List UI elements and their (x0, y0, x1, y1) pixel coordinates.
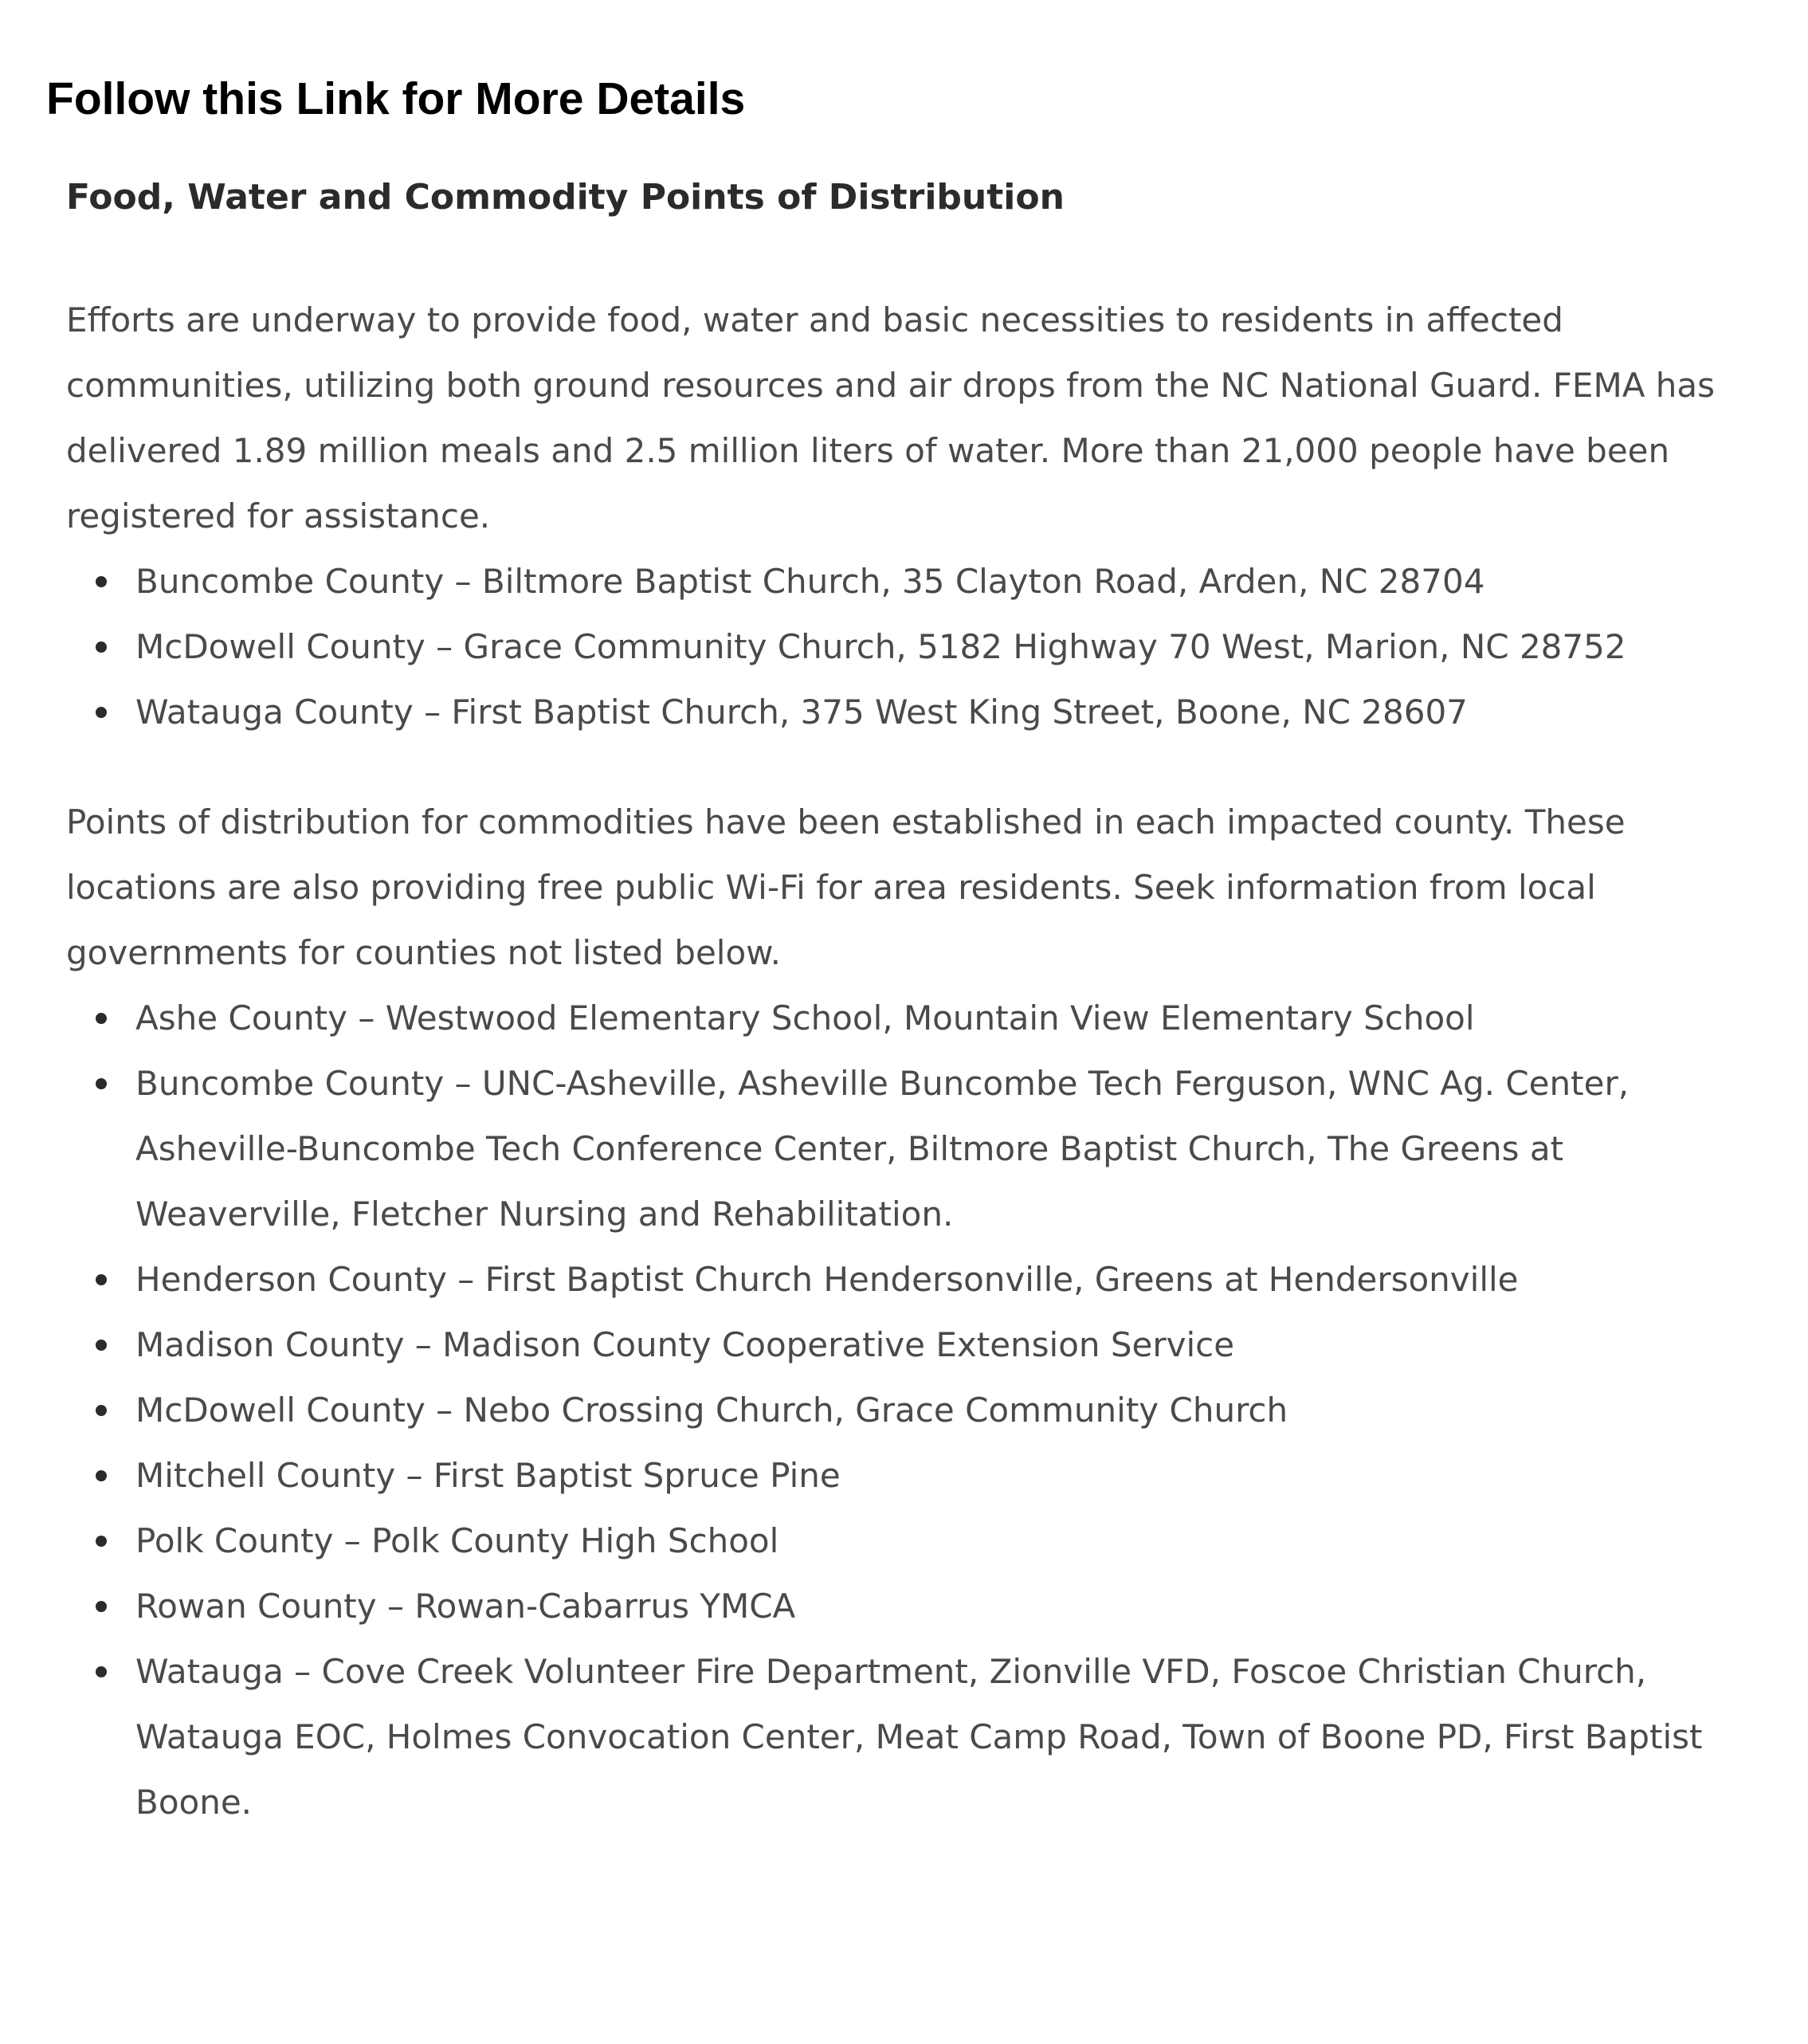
bullet-icon (96, 1078, 107, 1089)
list-item-text: Buncombe County – UNC-Asheville, Asheville Buncombe Tech Ferguson, WNC Ag. Center, Asheville-Buncombe Tech Conference Center, Biltmore Baptist Church, The Greens at Weaverville, Fletcher Nursing and Rehabilitation. (135, 1064, 1630, 1234)
list-item (66, 1247, 1755, 1312)
distribution-sites-list (66, 549, 1755, 745)
bullet-icon (96, 641, 107, 653)
bullet-icon (96, 1340, 107, 1351)
bullet-icon (96, 1536, 107, 1547)
bullet-icon (96, 576, 107, 587)
list-item-text: Watauga County – First Baptist Church, 375 West King Street, Boone, NC 28607 (135, 692, 1468, 732)
list-item (66, 1378, 1755, 1443)
list-item (66, 549, 1755, 614)
list-item (66, 1051, 1755, 1247)
list-item-text: Rowan County – Rowan-Cabarrus YMCA (135, 1587, 796, 1626)
points-of-distribution-list (66, 986, 1755, 1835)
list-item-text: Polk County – Polk County High School (135, 1521, 779, 1560)
pod-intro-paragraph: Points of distribution for commodities have been established in each impacted county. These locations are also providing free public Wi-Fi for area residents. Seek information from local governments for counties not listed below. (66, 802, 1626, 972)
list-item-text: Madison County – Madison County Cooperative Extension Service (135, 1325, 1235, 1364)
more-details-link[interactable]: Follow this Link for More Details (46, 73, 746, 124)
list-item (66, 1574, 1755, 1639)
list-item-text: Ashe County – Westwood Elementary School, Mountain View Elementary School (135, 998, 1475, 1038)
list-item-text: Buncombe County – Biltmore Baptist Church, 35 Clayton Road, Arden, NC 28704 (135, 562, 1485, 601)
list-item (66, 1312, 1755, 1378)
bullet-icon (96, 707, 107, 718)
bullet-icon (96, 1405, 107, 1416)
list-item (66, 1639, 1755, 1835)
list-item-text: McDowell County – Nebo Crossing Church, Grace Community Church (135, 1391, 1288, 1430)
list-item-text: Watauga – Cove Creek Volunteer Fire Department, Zionville VFD, Foscoe Christian Church, Watauga EOC, Holmes Convocation Center, Meat Camp Road, Town of Boone PD, First Baptist Boone. (135, 1652, 1703, 1822)
list-item-text: Henderson County – First Baptist Church Hendersonville, Greens at Hendersonville (135, 1260, 1519, 1299)
bullet-icon (96, 1470, 107, 1481)
distribution-notice (66, 171, 1755, 1835)
list-item (66, 1508, 1755, 1574)
bullet-icon (96, 1666, 107, 1677)
bullet-icon (96, 1274, 107, 1285)
list-item-text: Mitchell County – First Baptist Spruce Pine (135, 1456, 841, 1495)
list-item (66, 1443, 1755, 1508)
list-item-text: McDowell County – Grace Community Church, 5182 Highway 70 West, Marion, NC 28752 (135, 627, 1626, 666)
list-item (66, 986, 1755, 1051)
list-item (66, 680, 1755, 745)
bullet-icon (96, 1013, 107, 1024)
section-title: Food, Water and Commodity Points of Distribution (66, 177, 1065, 218)
list-item (66, 614, 1755, 680)
intro-paragraph: Efforts are underway to provide food, water and basic necessities to residents in affected communities, utilizing both ground resources and air drops from the NC National Guard. FEMA has delivered 1.89 million meals and 2.5 million liters of water. More than 21,000 people have been registered for assistance. (66, 300, 1716, 536)
bullet-icon (96, 1601, 107, 1612)
